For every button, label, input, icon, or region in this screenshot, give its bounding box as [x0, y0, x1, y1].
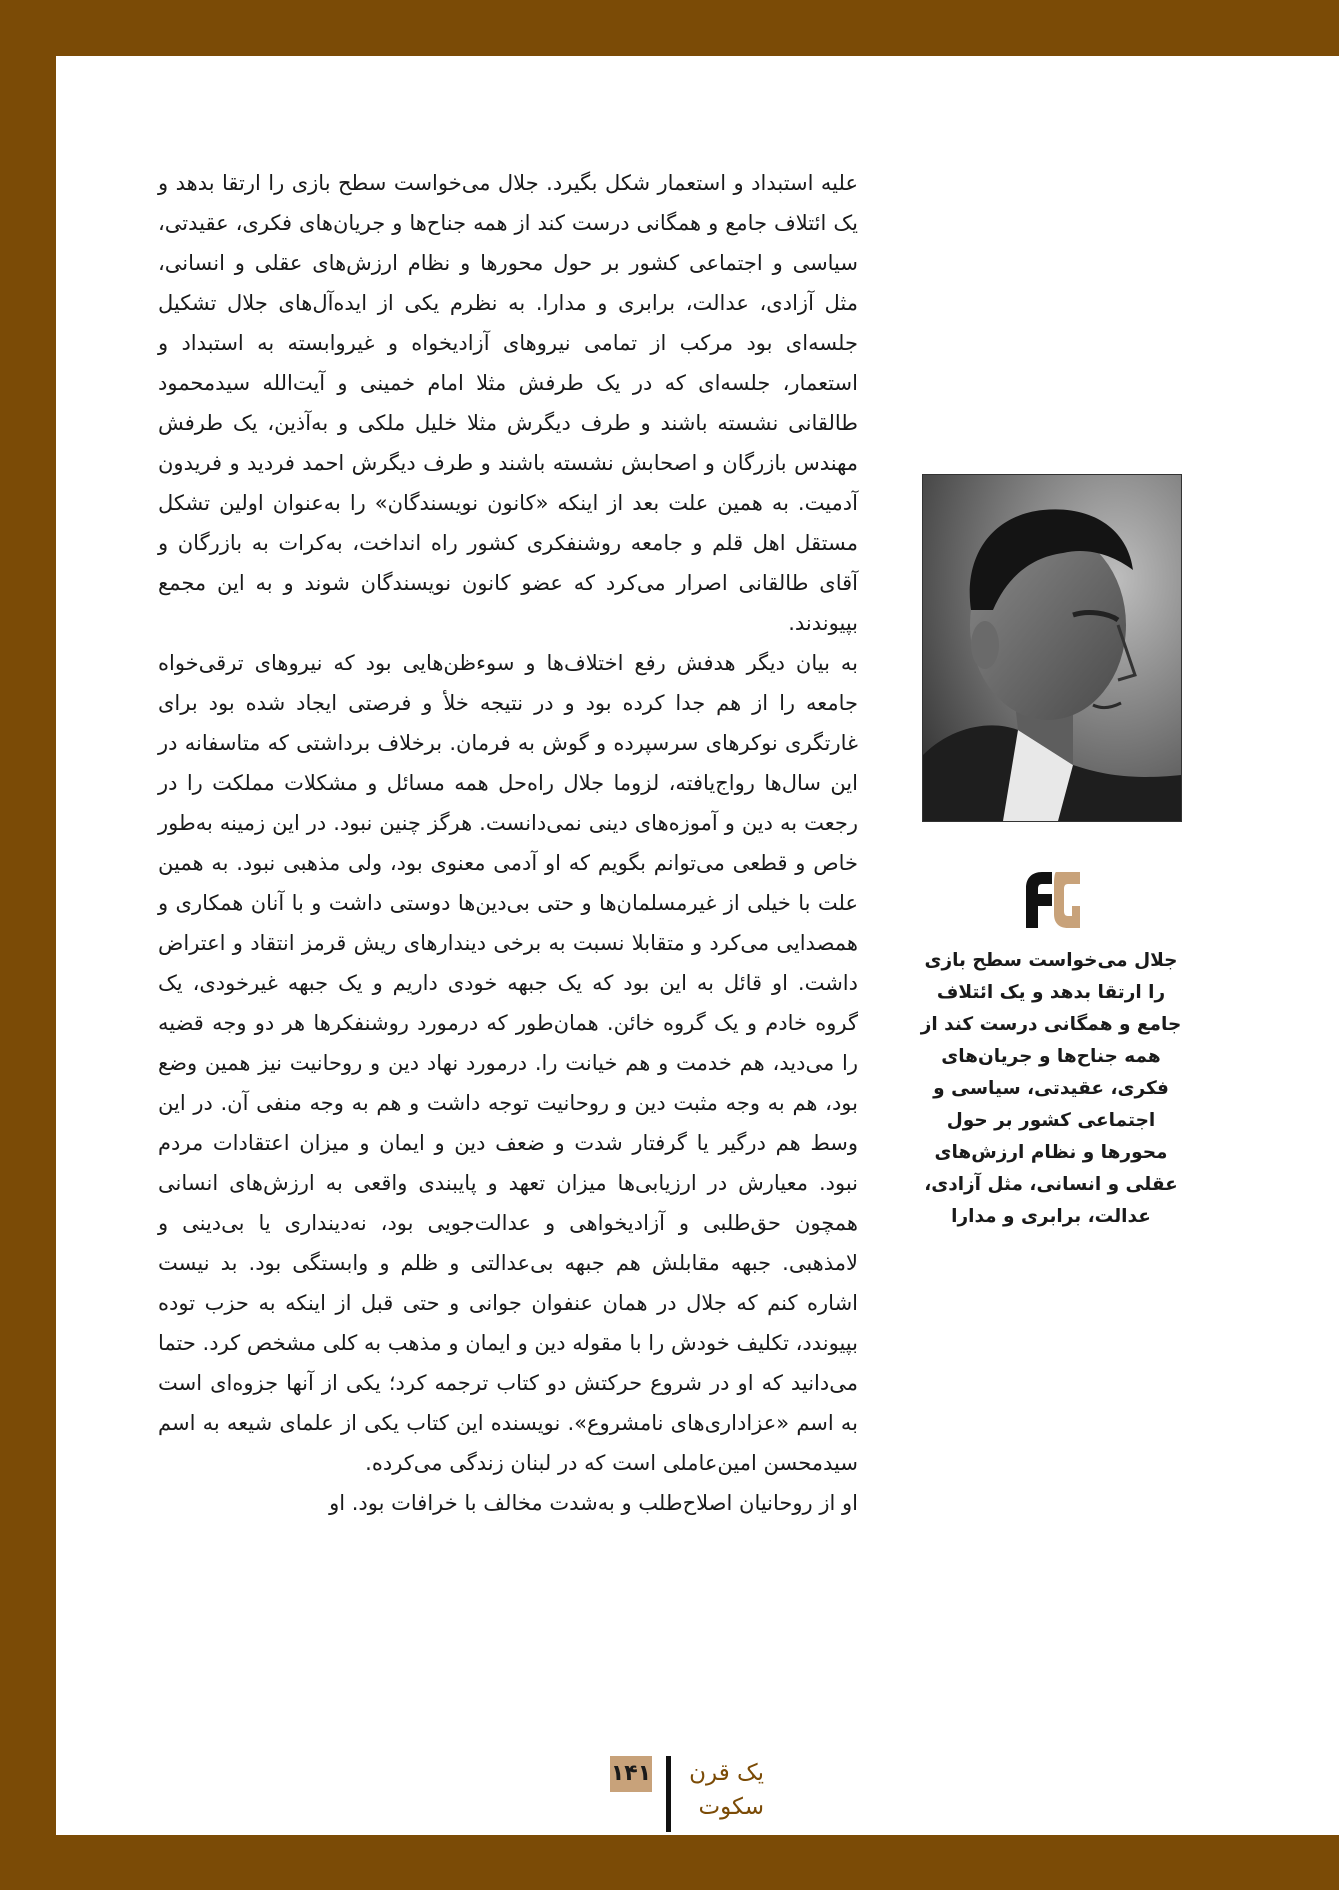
book-title-line2: سکوت	[698, 1794, 764, 1820]
page-frame-left	[0, 0, 56, 1890]
article-paragraph: علیه استبداد و استعمار شکل بگیرد. جلال می‌خواست سطح بازی را ارتقا بدهد و یک ائتلاف جامع و همگانی درست کند از همه جناح‌ها و جریان‌های فکری، عقیدتی، سیاسی و اجتماعی کشور بر حول محورها و نظام ارزش‌های عقلی و انسانی، مثل آزادی، عدالت، برابری و مدارا. به نظرم یکی از ایده‌آل‌های جلال تشکیل جلسه‌ای بود مرکب از تمامی نیروهای آزادیخواه و غیروابسته به استبداد و استعمار، جلسه‌ای که در یک طرفش مثلا امام خمینی و آیت‌الله سیدمحمود طالقانی نشسته باشند و طرف دیگرش مثلا خلیل ملکی و به‌آذین، یک طرفش مهندس بازرگان و اصحابش نشسته باشند و طرف دیگرش احمد فردید و فریدون آدمیت. به همین علت بعد از اینکه «کانون نویسندگان» را به‌عنوان اولین تشکل مستقل اهل قلم و جامعه روشنفکری کشور راه انداخت، به‌کرات به بازرگان و آقای طالقانی اصرار می‌کرد که عضو کانون نویسندگان شوند و به این مجمع بپیوندند.	[158, 171, 858, 635]
pull-quote: جلال می‌خواست سطح بازی را ارتقا بدهد و یک ائتلاف جامع و همگانی درست کند از همه جناح‌ها و جریان‌های فکری، عقیدتی، سیاسی و اجتماعی کشور بر حول محورها و نظام ارزش‌های عقلی و انسانی، مثل آزادی، عدالت، برابری و مدارا	[920, 950, 1182, 1227]
book-title-line1: یک قرن	[689, 1760, 764, 1786]
portrait-illustration	[923, 475, 1181, 821]
magazine-logo-icon	[1022, 870, 1084, 928]
book-title	[684, 1756, 764, 1824]
portrait-photo	[922, 474, 1182, 822]
page-frame-bottom	[0, 1835, 1339, 1890]
article-paragraph: به بیان دیگر هدفش رفع اختلاف‌ها و سوءظن‌هایی بود که نیروهای ترقی‌خواه جامعه را از هم جدا کرده بود و در نتیجه خلأ و فرصتی ایجاد شده بود برای غارتگری نوکرهای سرسپرده و گوش به فرمان. برخلاف برداشتی که متاسفانه در این سال‌ها رواج‌یافته، لزوما جلال راه‌حل همه مسائل و مشکلات مملکت را در رجعت به دین و آموزه‌های دینی نمی‌دانست. هرگز چنین نبود. در این زمینه به‌طور خاص و قطعی می‌توانم بگویم که او آدمی معنوی بود، ولی مذهبی نبود. به همین علت با خیلی از غیرمسلمان‌ها و حتی بی‌دین‌ها دوستی داشت و با آنان همکاری و همصدایی می‌کرد و متقابلا نسبت به برخی دیندارهای ریش قرمز انتقاد و اعتراض داشت. او قائل به این بود که یک جبهه خودی داریم و یک جبهه غیرخودی، یک گروه خادم و یک گروه خائن. همان‌طور که درمورد روشنفکرها هر دو وجه قضیه را می‌دید، هم خدمت و هم خیانت را. درمورد نهاد دین و روحانیت نیز همین وضع بود، هم به وجه مثبت دین و روحانیت توجه داشت و هم به وجه منفی آن. در این وسط هم درگیر یا گرفتار شدت و ضعف دین و ایمان و میزان اعتقادات مردم نبود. معیارش در ارزیابی‌ها میزان تعهد و پایبندی واقعی به ارزش‌های انسانی همچون حق‌طلبی و آزادیخواهی و عدالت‌جویی بود، نه‌دینداری یا بی‌دینی و لامذهبی. جبهه مقابلش هم جبهه بی‌عدالتی و ظلم و وابستگی بود. بد نیست اشاره کنم که جلال در همان عنفوان جوانی و حتی قبل از اینکه به حزب توده بپیوندد، تکلیف خودش را با مقوله دین و ایمان و مذهب به کلی مشخص کرد. حتما می‌دانید که او در شروع حرکتش دو کتاب ترجمه کرد؛ یکی از آنها جزوه‌ای است به اسم «عزاداری‌های نامشروع». نویسنده این کتاب یکی از علمای شیعه به اسم سیدمحسن امین‌عاملی است که در لبنان زندگی می‌کرده.	[158, 651, 858, 1475]
article-body	[158, 163, 858, 1523]
page-frame-top	[0, 0, 1339, 56]
footer-divider	[666, 1756, 671, 1832]
page-number: ۱۴۱	[610, 1756, 652, 1792]
article-paragraph: او از روحانیان اصلاح‌طلب و به‌شدت مخالف با خرافات بود. او	[329, 1491, 858, 1515]
